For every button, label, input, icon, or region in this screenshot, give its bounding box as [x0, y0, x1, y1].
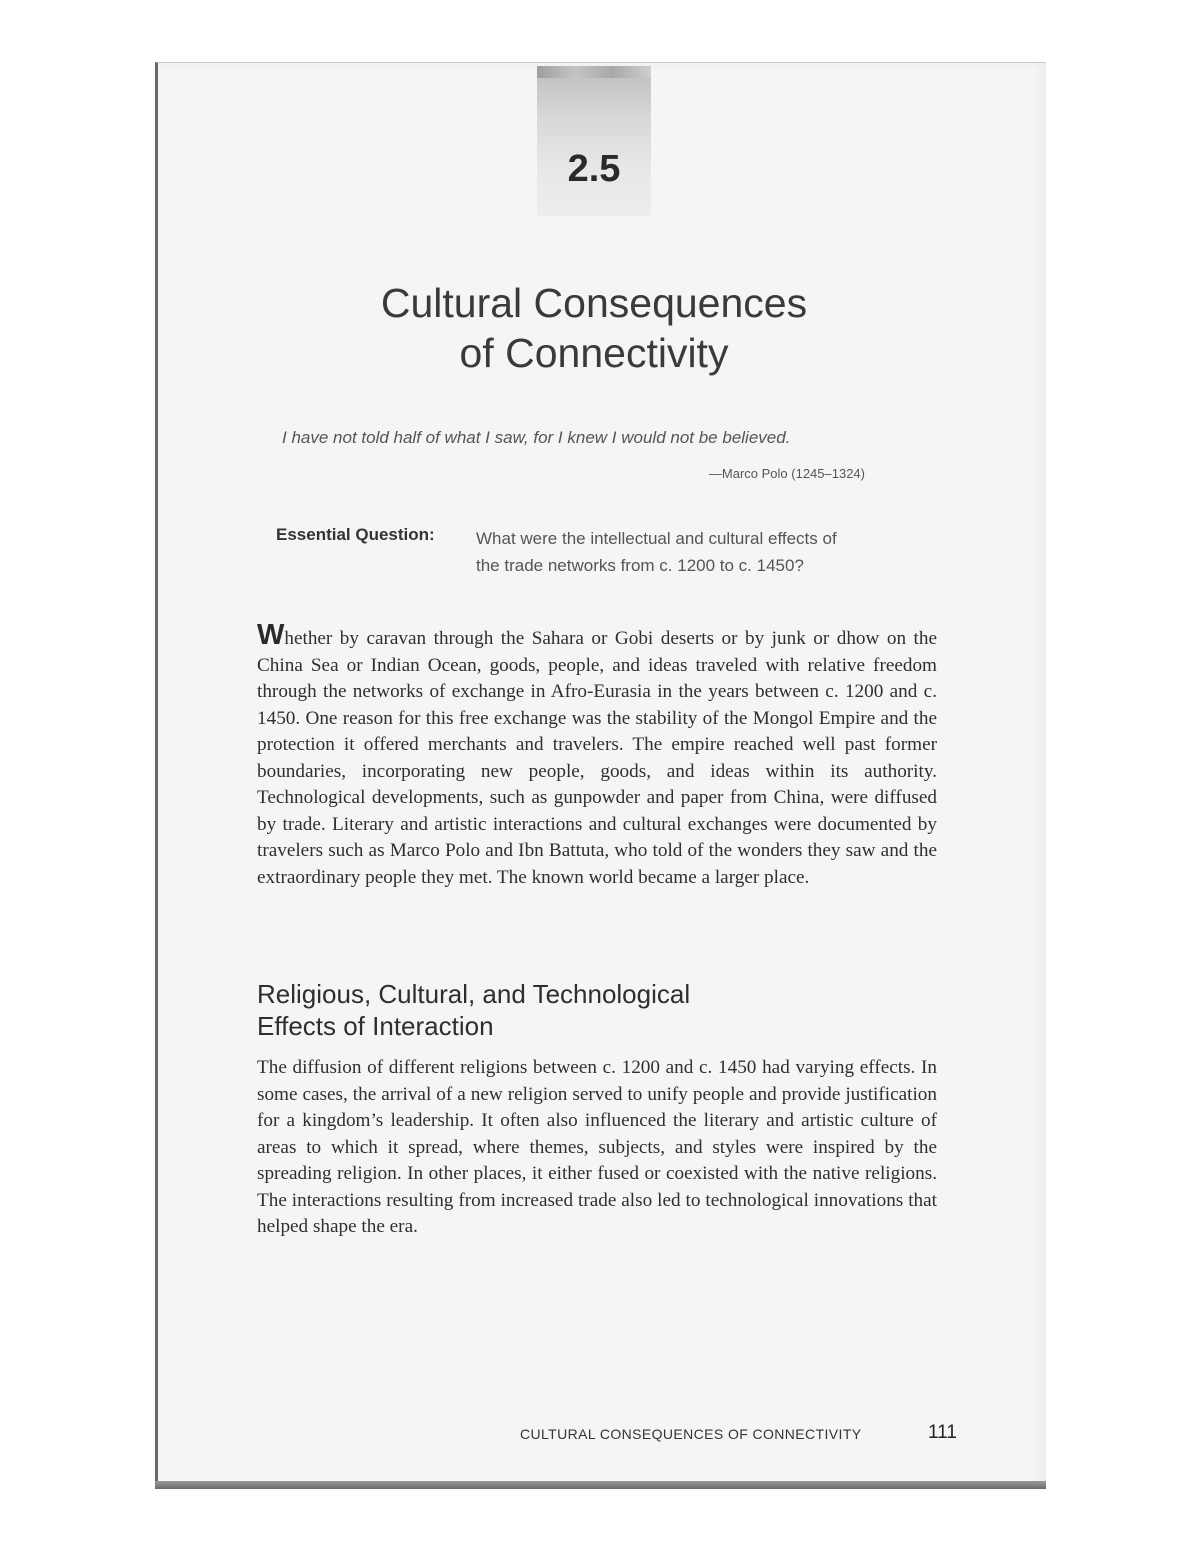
essential-question-label: Essential Question:: [276, 525, 435, 544]
section-tab: [537, 66, 651, 216]
subsection-heading-line-1: Religious, Cultural, and Technological: [257, 979, 691, 1009]
subsection-heading: [257, 978, 877, 1042]
epigraph-attribution: —Marco Polo (1245–1324): [708, 466, 865, 481]
running-footer-title: CULTURAL CONSEQUENCES OF CONNECTIVITY: [520, 1426, 862, 1442]
chapter-title-line-1: Cultural Consequences: [380, 280, 808, 326]
drop-cap-letter: W: [257, 619, 285, 651]
epigraph-quote: I have not told half of what I saw, for I knew I would not be believed.: [282, 428, 791, 447]
section-number: 2.5: [567, 148, 621, 190]
chapter-title: [290, 278, 898, 378]
subsection-heading-line-2: Effects of Interaction: [257, 1011, 494, 1041]
page-bottom-edge: [155, 1481, 1046, 1489]
intro-paragraph: [257, 619, 937, 891]
subsection-paragraph: The diffusion of different religions between c. 1200 and c. 1450 had varying effects. In some cases, the arrival of a new religion served to unify people and provide justification for a kingdom’s leadership. It often also influenced the literary and artistic culture of areas to which it spread, where themes, subjects, and styles were inspired by the spreading religion. In other places, it either fused or coexisted with the native religions. The interactions resulting from increased trade also led to technological innovations that helped shape the era.: [257, 1057, 937, 1237]
intro-paragraph-text: hether by caravan through the Sahara or Gobi deserts or by junk or dhow on the China Sea or Indian Ocean, goods, people, and ideas traveled with relative freedom through the networks of exchange in Afro-Eurasia in the years between c. 1200 and c. 1450. One reason for this free exchange was the stability of the Mongol Empire and the protection it offered merchants and travelers. The empire reached well past former boundaries, incorporating new people, goods, and ideas within its authority. Technological developments, such as gunpowder and paper from China, were diffused by trade. Literary and artistic interactions and cultural exchanges were documented by travelers such as Marco Polo and Ibn Battuta, who told of the wonders they saw and the extraordinary people they met. The known world became a larger place.: [257, 628, 937, 888]
essential-question-line-2: the trade networks from c. 1200 to c. 1450?: [476, 556, 804, 575]
chapter-title-line-2: of Connectivity: [459, 330, 729, 376]
page-number: 111: [928, 1422, 957, 1443]
essential-question-text: [476, 525, 926, 579]
essential-question-line-1: What were the intellectual and cultural effects of: [476, 529, 837, 548]
